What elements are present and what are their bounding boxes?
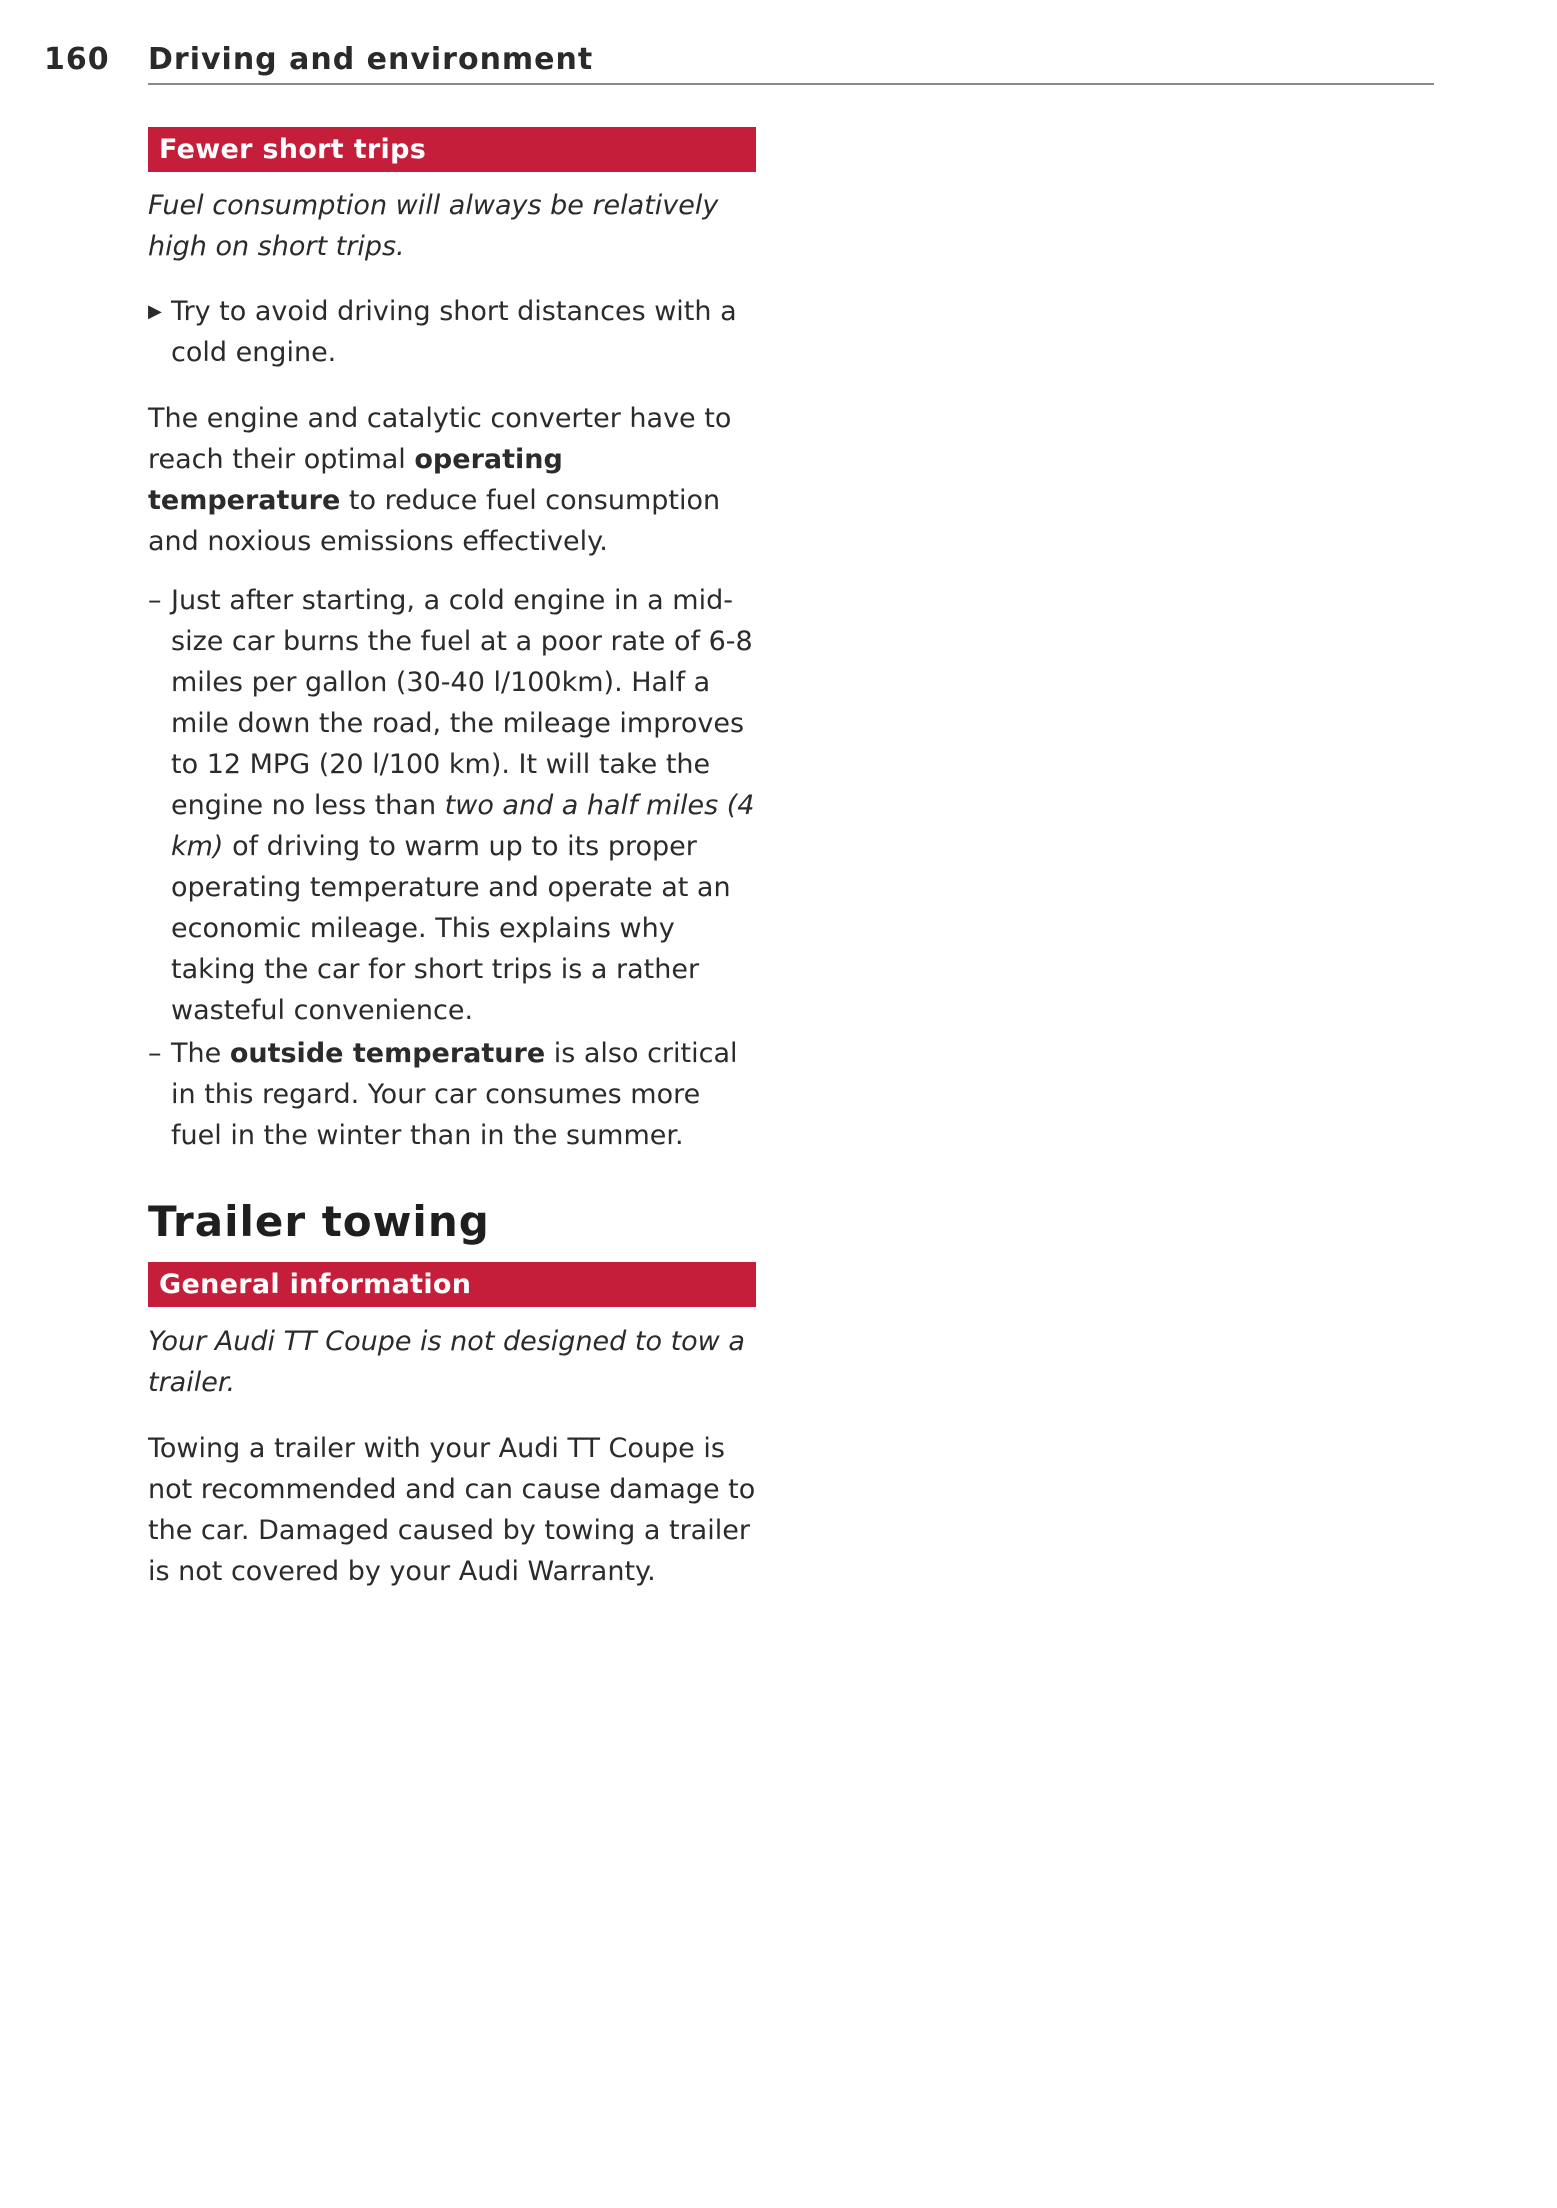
section-heading-fewer-short-trips: Fewer short trips xyxy=(148,127,756,172)
emphasis-distance: two and a half miles (4 km) xyxy=(171,790,755,862)
dash-marker: – xyxy=(148,1038,162,1069)
instruction-item xyxy=(148,291,756,373)
page-number: 160 xyxy=(44,42,110,77)
chapter-title: Driving and environment xyxy=(148,42,594,77)
section-heading-general-information: General information xyxy=(148,1262,756,1307)
body-paragraph: The engine and catalytic converter have to reach their optimal operating temperature to reduce fuel consumption and noxious emissions effectively. xyxy=(148,403,732,557)
triangle-bullet-icon: ▶ xyxy=(148,301,162,322)
list-item: – Just after starting, a cold engine in a mid-size car burns the fuel at a poor rate of 6-8 miles per gallon (30-40 l/100km). Half a mile down the road, the mileage improves to 12 MPG (20 l/100 km). It will take the engine no less than two and a half miles (4 km) of driving to warm up to its proper operating temperature and operate at an economic mileage. This explains why taking the car for short trips is a rather wasteful convenience. xyxy=(148,580,756,1031)
page-header xyxy=(44,38,1434,86)
content-column xyxy=(148,127,756,1592)
list-item: – The outside temperature is also critical in this regard. Your car consumes more fuel in the winter than in the summer. xyxy=(148,1033,756,1156)
header-rule xyxy=(148,83,1434,85)
term-operating-temperature: operating temperature xyxy=(148,444,563,516)
dash-marker: – xyxy=(148,585,162,616)
instruction-text: Try to avoid driving short distances with a cold engine. xyxy=(171,296,737,368)
term-outside-temperature: outside temperature xyxy=(229,1038,546,1069)
section-intro: Fuel consumption will always be relatively high on short trips. xyxy=(148,190,719,262)
chapter-heading-trailer-towing: Trailer towing xyxy=(148,1197,490,1246)
section-intro: Your Audi TT Coupe is not designed to tow a trailer. xyxy=(148,1326,745,1398)
body-paragraph: Towing a trailer with your Audi TT Coupe is not recommended and can cause damage to the car. Damaged caused by towing a trailer is not covered by your Audi Warranty. xyxy=(148,1433,756,1587)
